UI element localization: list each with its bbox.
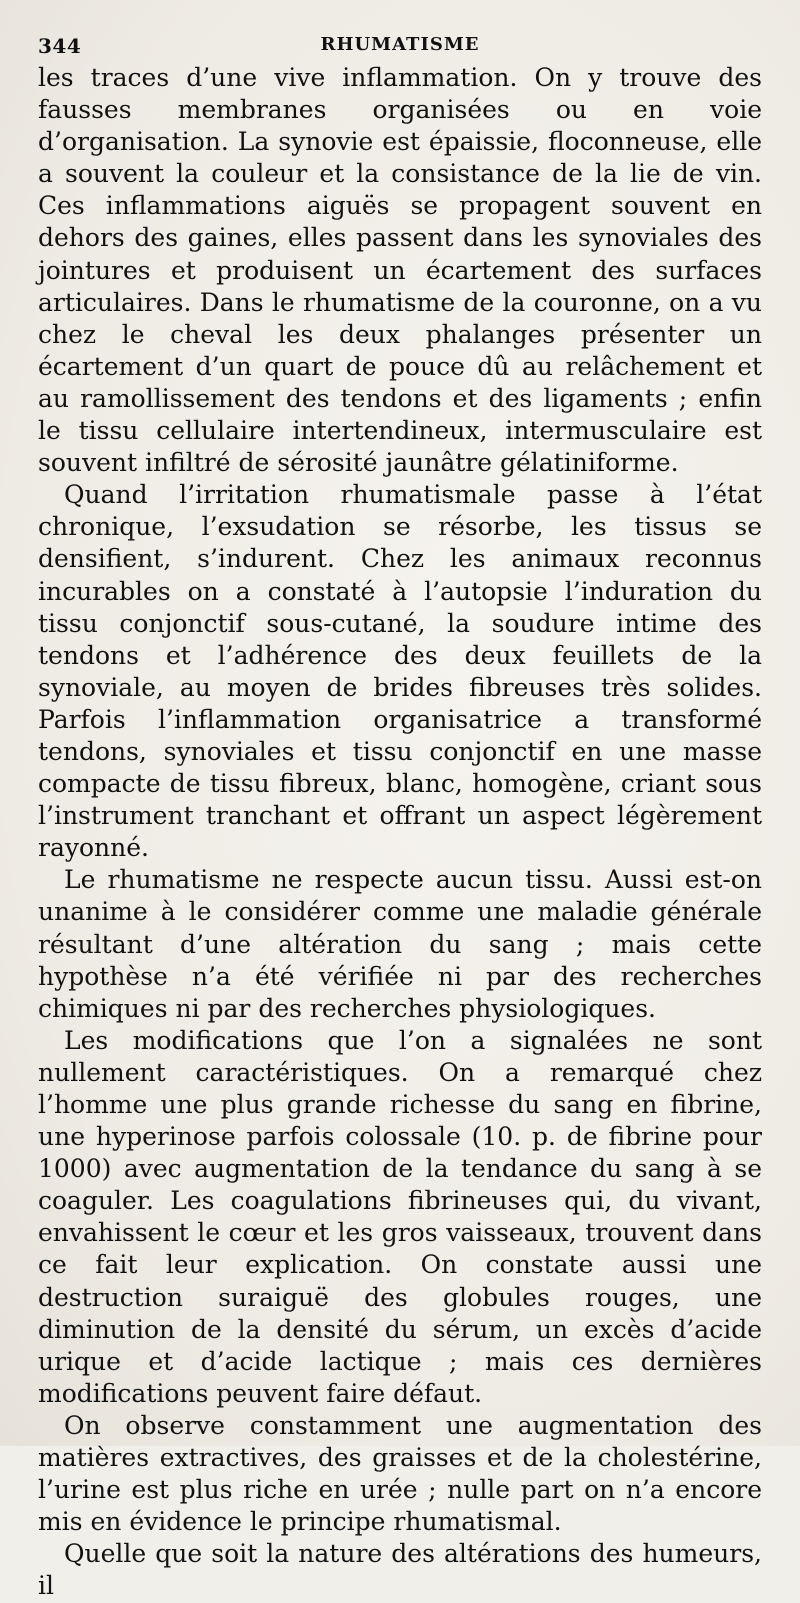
paragraph-general-disease: Le rhumatisme ne respecte aucun tissu. Aussi est-on unanime à le considérer comme une maladie générale résultant d’une altération du sang ; mais cette hypothèse n’a été vérifiée ni par des recherches chimiques ni par des recherches physiologiques. bbox=[38, 865, 762, 1023]
paragraph-extractive-matter: On observe constamment une augmentation des matières extractives, des graisses et de la cholestérine, l’urine est plus riche en urée ; nulle part on n’a encore mis en évidence le principe rhumatismal. bbox=[38, 1410, 762, 1537]
page-header bbox=[38, 26, 762, 62]
running-head: RHUMATISME bbox=[320, 34, 480, 55]
paragraph-inflammation-details: les traces d’une vive inflammation. On y trouve des fausses membranes organisées ou en voie d’organisation. La synovie est épaissie, floconneuse, elle a souvent la couleur et la consistance de la lie de vin. Ces inflammations aiguës se propagent souvent en dehors des gaines, elles passent dans les synoviales des jointures et produisent un écartement des surfaces articulaires. Dans le rhumatisme de la couronne, on a vu chez le cheval les deux phalanges présenter un écartement d’un quart de pouce dû au relâchement et au ramollissement des tendons et des ligaments ; enfin le tissu cellulaire intertendineux, intermusculaire est souvent infiltré de sérosité jaunâtre gélatiniforme. bbox=[38, 63, 762, 478]
paragraph-blood-modifications: Les modifications que l’on a signalées ne sont nullement caractéristiques. On a remarqué chez l’homme une plus grande richesse du sang en fibrine, une hyperinose parfois colossale (10. p. de fibrine pour 1000) avec augmentation de la tendance du sang à se coaguler. Les coagulations fibrineuses qui, du vivant, envahissent le cœur et les gros vaisseaux, trouvent dans ce fait leur explication. On constate aussi une destruction suraiguë des globules rouges, une diminution de la densité du sérum, un excès d’acide urique et d’acide lactique ; mais ces dernières modifications peuvent faire défaut. bbox=[38, 1025, 762, 1408]
page-number: 344 bbox=[38, 34, 82, 58]
paragraph-humor-alterations: Quelle que soit la nature des altérations des humeurs, il bbox=[38, 1539, 762, 1601]
paragraph-chronic-state: Quand l’irritation rhumatismale passe à l’état chronique, l’exsudation se résorbe, les tissus se densifient, s’indurent. Chez les animaux reconnus incurables on a constaté à l’autopsie l’induration du tissu conjonctif sous-cutané, la soudure intime des tendons et l’adhérence des deux feuillets de la synoviale, au moyen de brides fibreuses très solides. Parfois l’inflammation organisatrice a transformé tendons, synoviales et tissu conjonctif en une masse compacte de tissu fibreux, blanc, homogène, criant sous l’instrument tranchant et offrant un aspect légèrement rayonné. bbox=[38, 480, 762, 863]
body-text bbox=[38, 62, 762, 1603]
